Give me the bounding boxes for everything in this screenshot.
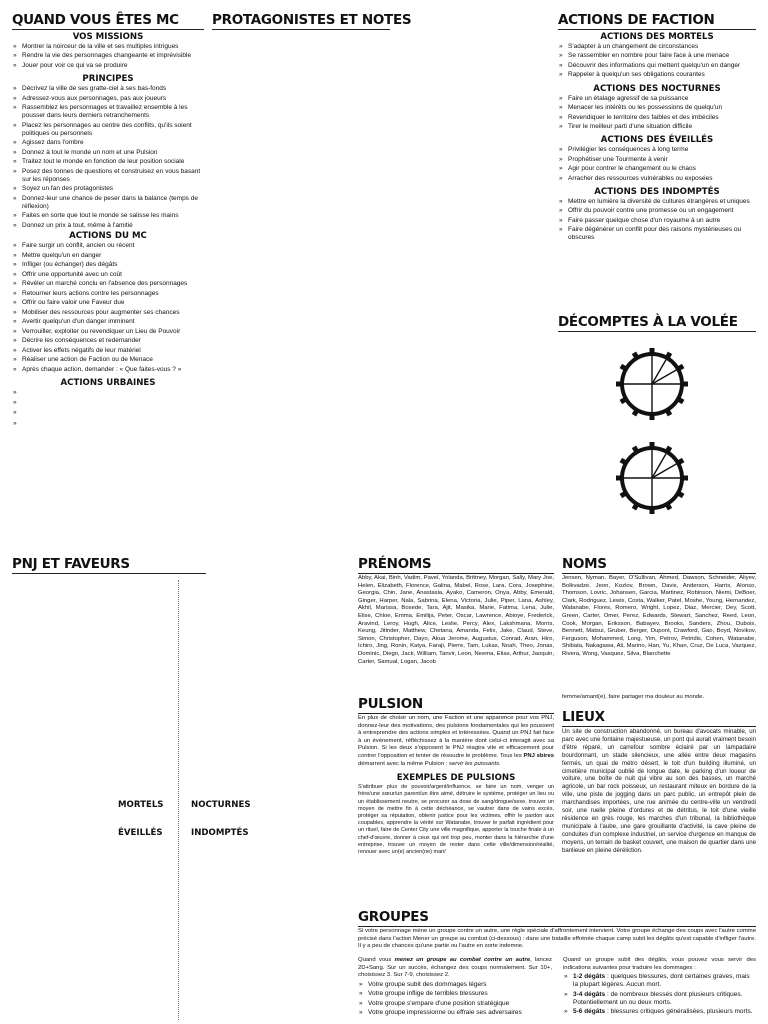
missions-title: VOS MISSIONS	[72, 32, 144, 42]
faction-action-item: » Mettre en lumière la diversité de cultures étrangères et uniques	[558, 198, 756, 206]
npc-title: PNJ ET FAVEURS	[12, 557, 206, 574]
damage-scale-item: » 3-4 dégâts : de nombreux blessés dont plusieurs critiques. Potentiellement un ou deux morts.	[563, 991, 756, 1007]
faction-action-item: » Privilégier les conséquences à long terme	[558, 146, 756, 154]
faction-group-title: ACTIONS DES INDOMPTÉS	[594, 186, 720, 197]
urban-action-item[interactable]	[12, 420, 204, 429]
urban-action-item[interactable]	[12, 389, 204, 398]
mission-item: » Rendre la vie des personnages changeante et imprévisible	[12, 52, 204, 60]
countdown-clock-1[interactable]	[616, 348, 688, 420]
protagonists-section	[212, 12, 412, 30]
groupes-left-list	[358, 981, 552, 1018]
mc-action-item: » Retourner leurs actions contre les personnages	[12, 290, 204, 298]
faction-group-list	[558, 146, 756, 183]
groupes-option-item: » Votre groupe subit des dommages légers	[358, 981, 552, 989]
npc-section	[12, 557, 206, 574]
principle-item: » Rassemblez les personnages et travaillez ensemble à les pousser dans leurs derniers retranchements	[12, 104, 204, 120]
faction-group-list	[558, 95, 756, 132]
principle-item: » Donnez un prix à tout, même à l'amitié	[12, 222, 204, 230]
faction-action-item: » Prophétiser une Tourmente à venir	[558, 156, 756, 164]
faction-action-item: » Arracher des ressources vulnérables ou exposées	[558, 175, 756, 183]
groupes-left-a: Quand vous	[358, 957, 392, 963]
damage-scale-label: 3-4 dégâts	[573, 990, 606, 998]
lieux-section	[562, 710, 756, 855]
countdowns-title: DÉCOMPTES À LA VOLÉE	[558, 315, 756, 332]
pulsion-bold: PNJ sbires	[523, 752, 555, 759]
damage-scale-item: » 5-6 dégâts : blessures critiques généralisées, plusieurs morts.	[563, 1008, 756, 1016]
groupes-right-list	[563, 973, 756, 1016]
faction-action-item: » Faire un étalage agressif de sa puissance	[558, 95, 756, 103]
faction-action-item: » Découvrir des informations qui mettent quelqu'un en danger	[558, 62, 756, 70]
pulsion-text-2: démarrent avec la même Pulsion :	[358, 760, 448, 767]
faction-group-title: ACTIONS DES NOCTURNES	[593, 83, 721, 94]
groupes-intro: Si votre personnage mène un groupe contre un autre, une règle spéciale d'affrontement intervient. Votre groupe échange des coups avec l'autre comme précisé dans l'action Mener un groupe au combat (ci-dessous) : dans une bataille effrénée chaque camp subit les dégâts qu'est capable d'infliger l'autre. Il y a peu de chances qu'une partie ou l'autre en sorte indemne.	[358, 928, 756, 950]
mission-item: » Montrer la noirceur de la ville et ses multiples intrigues	[12, 43, 204, 51]
prenoms-title: PRÉNOMS	[358, 557, 554, 574]
mc-action-item: » Décrire les conséquences et redemander	[12, 337, 204, 345]
faction-action-item: » S'adapter à un changement de circonstances	[558, 43, 756, 51]
countdown-clocks	[612, 340, 692, 518]
faction-action-item: » Faire dégénérer un conflit pour des raisons mystérieuses ou obscures	[558, 226, 756, 242]
mc-action-item: » Révéler un marché conclu en l'absence des personnages	[12, 280, 204, 288]
faction-group-title: ACTIONS DES ÉVEILLÉS	[600, 135, 714, 146]
pulsion-section	[358, 697, 554, 856]
principle-item: » Donnez à tout le monde un nom et une Pulsion	[12, 149, 204, 157]
mc-action-item: » Offrir une opportunité avec un coût	[12, 271, 204, 279]
noms-section	[562, 557, 756, 659]
countdowns-section	[558, 315, 756, 332]
groupes-option-item: » Votre groupe impressionne ou effraie ses adversaires	[358, 1009, 552, 1017]
mc-action-item: » Verrouiller, exploiter ou revendiquer un Lieu de Pouvoir	[12, 328, 204, 336]
faction-action-item: » Se rassembler en nombre pour faire face à une menace	[558, 52, 756, 60]
pulsion-text-1: En plus de choisir un nom, une Faction et une apparence pour vos PNJ, donnez-leur des motivations, des pulsions fondamentales qui les poussent à entreprendre des actions simples et intéressées. Quand un PNJ fait face à un événement, réfléchissez à la manière dont celui-ci interagit avec sa Pulsion. Si les deux s'opposent le PNJ réagira vite et efficacement pour contrer l'opposition et tenter de résoudre le problème. Tous les	[358, 715, 554, 759]
faction-action-item: » Revendiquer le territoire des faibles et des imbéciles	[558, 114, 756, 122]
protagonists-title: PROTAGONISTES ET NOTES	[212, 12, 412, 28]
principles-title: PRINCIPES	[82, 74, 134, 85]
urban-actions-title: ACTIONS URBAINES	[60, 377, 156, 388]
mc-action-item: » Infliger (ou échanger) des dégâts	[12, 261, 204, 269]
urban-action-item[interactable]	[12, 399, 204, 408]
lieux-text: Un site de construction abandonné, un bureau d'avocats minable, un parc avec une fontaine majestueuse, un pont qui aurait vraiment besoin d'être réparé, un carrefour sombre éclairé par un lampadaire bourdonnant, un stade silencieux, une allée entre deux magasins fermés, un quai de métro désert, le toit d'un building illuminé, un cimetière municipal oublié de longue date, le parking d'un loueur de voiture, une boîte de nuit qui vibre au son des basses, un marché agricole, un bar rock poisseux, un restaurant miteux en bordure de la ville, une piste de jogging dans un parc public, un entrepôt plein de marchandises importées, une rue animée du centre-ville un vendredi soir, une ruelle pleine d'ordures et de détritus, le toit d'une vieille résidence en grès rouge, les marches d'un tribunal, la bibliothèque municipale à l'aube, une gare grouillante d'activité, la cave pleine de conduites d'un complexe industriel, un service d'urgence en manque de moyens, un terrain de basket couvert, une maison de quartier dans une banlieue en pleine déréliction.	[562, 728, 756, 854]
principle-item: » Adressez-vous aux personnages, pas aux joueurs	[12, 95, 204, 103]
label-eveilles: ÉVEILLÉS	[118, 828, 163, 838]
damage-scale-label: 5-6 dégâts	[573, 1008, 606, 1016]
pulsion-title: PULSION	[358, 697, 554, 714]
label-nocturnes: NOCTURNES	[191, 800, 251, 810]
urban-action-item[interactable]	[12, 409, 204, 418]
faction-title: ACTIONS DE FACTION	[558, 13, 756, 30]
groupes-right	[563, 957, 756, 1018]
mc-action-item: » Avertir quelqu'un d'un danger imminent	[12, 318, 204, 326]
faction-action-item: » Offrir du pouvoir contre une promesse ou un engagement	[558, 207, 756, 215]
mc-action-item: » Faire surgir un conflit, ancien ou récent	[12, 242, 204, 250]
noms-title: NOMS	[562, 557, 756, 574]
pulsion-examples-text: S'attribuer plus de pouvoir/argent/influence, se faire un nom, venger un frère/une sœur/un parent/un être aimé, détruire le système, protéger un lieu ou un établissement neutre, se procurer sa dose de sang/drogue/sexe, trouver un moyen de mettre fin à cette déchéance, se vautrer dans de vains excès, protéger sa réputation, obtenir justice pour les victimes, offrir le pardon aux coupables, apprendre la vérité sur Watanabe, trouver le parfait ingrédient pour un rituel, faire de Center City une ville magnifique, apporter la touche finale à un chef-d'œuvre, donner à ceux qui ont trop peu, monter dans la hiérarchie d'une entreprise, trouver un moyen de rester dans cette ville/dimension/réalité, renouer avec un(e) ancien(ne) mari/	[358, 784, 554, 855]
pulsion-italic: servir les puissants.	[449, 760, 501, 767]
groupes-left-bold: menez un groupe au combat contre un autre	[394, 957, 531, 963]
principle-item: » Placez les personnages au centre des conflits, qu'ils soient politiques ou personnels	[12, 122, 204, 138]
faction-action-item: » Menacer les intérêts ou les possessions de quelqu'un	[558, 104, 756, 112]
pulsion-examples-title: EXEMPLES DE PULSIONS	[396, 773, 516, 784]
lieux-title: LIEUX	[562, 710, 756, 727]
faction-action-item: » Rappeler à quelqu'un ses obligations courantes	[558, 71, 756, 79]
groupes-right-intro: Quand un groupe subit des dégâts, vous pouvez vous servir des indications suivantes pour traduire les dommages :	[563, 957, 756, 971]
mc-action-item: » Mobiliser des ressources pour augmenter ses chances	[12, 309, 204, 317]
fragment-text: femme/amant(e), faire partager ma douleur au monde.	[562, 694, 705, 700]
principle-item: » Posez des tonnes de questions et construisez en vous basant sur les réponses	[12, 168, 204, 184]
principles-list	[12, 85, 204, 230]
mc-action-item: » Réaliser une action de Faction ou de Menace	[12, 356, 204, 364]
mc-action-item: » Activer les effets négatifs de leur matériel	[12, 347, 204, 355]
mc-action-item: » Après chaque action, demander : « Que faites-vous ? »	[12, 366, 204, 374]
prenoms-section	[358, 557, 554, 666]
groupes-title: GROUPES	[358, 910, 756, 927]
faction-action-item: » Faire passer quelque chose d'un royaume à un autre	[558, 217, 756, 225]
groupes-section	[358, 910, 756, 951]
faction-group-list	[558, 43, 756, 80]
groupes-left-b: , lancez 2D+Sang. Sur un succès, échangez des coups normalement. Sur 10+, choisissez 3. Sur 7-9, choisissez 2.	[358, 957, 552, 979]
countdown-clock-2[interactable]	[616, 442, 688, 514]
faction-groups	[558, 32, 756, 242]
pulsion-paragraph	[358, 715, 554, 768]
faction-group-list	[558, 198, 756, 243]
faction-action-item: » Agir pour contrer le changement ou le chaos	[558, 165, 756, 173]
prenoms-text: Abby, Akai, Binh, Vadim, Pavel, Yolanda, Brittney, Morgan, Sally, Mary Joe, Helen, Elizabeth, Florence, Galina, Mabel, Rose, Lara, Cora, Josephine, Georgia, Chin, Jane, Anastasia, Ayako, Cameron, Onya, Abby, Emerald, Ginger, Harper, Nala, Sabrina, Elena, Victoria, Julie, Piper, Lana, Ashley, Akhil, Marissa, Bosede, Tara, Ajit, Masika, Marie, Fatima, Lena, Julie, Elise, Chloe, Emma, Emilija, Peter, Oscar, Lawrence, Abioye, Frederick, Aravind, Leroy, Hugh, Alice, Leslie, Percy, Alex, Lakshmana, Morris, Keung, Jitinder, Matthew, Chetana, Amanda, Felix, Jake, Claud, Steve, Simon, Christopher, Dayo, Akua Jerome, Augustus, Conrad, Aran, Hiro, Ichiro, Jing, Ronin, Katya, Faraji, Pierre, Tam, Lukas, Noah, Theo, Jonas, Dominic, Diego, Jack, William, Tanvir, Leon, Neema, Elias, Arthur, Jaoquin, Carter, Samual, Logan, Jacob	[358, 575, 554, 665]
urban-actions-list	[12, 389, 204, 429]
label-mortels: MORTELS	[118, 800, 164, 810]
damage-scale-label: 1-2 dégâts	[573, 973, 606, 981]
mc-action-item: » Mettre quelqu'un en danger	[12, 252, 204, 260]
faction-section	[558, 13, 756, 244]
mc-actions-list	[12, 242, 204, 373]
principle-item: » Faites en sorte que tout le monde se salisse les mains	[12, 212, 204, 220]
groupes-option-item: » Votre groupe inflige de terribles blessures	[358, 990, 552, 998]
groupes-option-item: » Votre groupe s'empare d'une position stratégique	[358, 1000, 552, 1008]
faction-group-title: ACTIONS DES MORTELS	[600, 32, 714, 42]
principle-item: » Décrivez la ville de ses gratte-ciel à ses bas-fonds	[12, 85, 204, 93]
mc-section	[12, 13, 204, 430]
noms-text: Jensen, Nyman, Bayer, O'Sullivan, Ahmed, Dawson, Schneider, Aliyev, Bolkvadze, Jeon, Kozlov, Brown, Davis, Anderson, Harris, Alonso, Thomson, Lovric, Johansen, Garcia, Martinez, Robinson, Niemi, DeBoer, Clark, Rodriguez, Lewis, Costa, Walker, Patel, Moshe, Young, Hernandez, Watanabe, Flores, Romero, Wright, Lopez, Diaz, Mercier, Dey, Scott, Green, Carter, Omer, Perez, Edwards, Stewart, Sanchez, Reed, Leon, Cook, Morgan, Eriksson, Babayev, Brooks, Sanders, Zhou, Dubois, Bennett, Matsui, Gruber, Berger, Dupont, Crawford, Gao, Boyd, Novikov, Ferguson, Mohammed, Long, Yim, Petrov, Petridis, Cohen, Watanabe, Shibata, Nakagawa, Ali, Marino, Han, Yu, Khan, Cruz, De Luca, Vazquez, Rivera, Wong, Vasquez, Silva, Blanchette	[562, 575, 756, 657]
npc-divider	[178, 580, 179, 1020]
faction-action-item: » Tirer le meilleur parti d'une situation difficile	[558, 123, 756, 131]
groupes-left-text	[358, 957, 552, 980]
principle-item: » Traitez tout le monde en fonction de leur position sociale	[12, 158, 204, 166]
principle-item: » Agissez dans l'ombre	[12, 139, 204, 147]
mc-action-item: » Offrir ou faire valoir une Faveur due	[12, 299, 204, 307]
mc-title: QUAND VOUS ÊTES MC	[12, 13, 204, 30]
mc-actions-title: ACTIONS DU MC	[69, 231, 147, 242]
label-indomptes: INDOMPTÉS	[191, 828, 249, 838]
groupes-left	[358, 957, 552, 1019]
principle-item: » Donnez-leur une chance de peser dans la balance (temps de réflexion)	[12, 195, 204, 211]
damage-scale-item: » 1-2 dégâts : quelques blessures, dont certaines graves, mais la plupart légères. Aucun mort.	[563, 973, 756, 989]
mission-item: » Jouer pour voir ce qui va se produire	[12, 62, 204, 70]
principle-item: » Soyez un fan des protagonistes	[12, 185, 204, 193]
missions-list	[12, 43, 204, 70]
